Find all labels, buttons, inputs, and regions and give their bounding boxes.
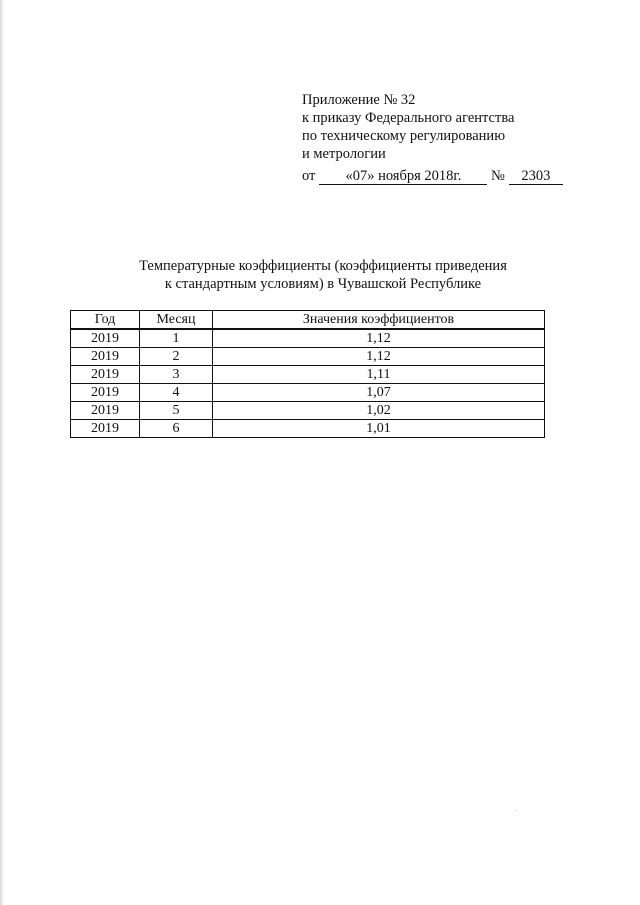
table-row (71, 420, 545, 438)
cell-value: 1,12 (213, 329, 545, 348)
scan-speck (516, 810, 517, 811)
cell-month: 1 (140, 329, 213, 348)
table-row (71, 329, 545, 348)
cell-year: 2019 (71, 384, 140, 402)
order-number-label: № (491, 168, 505, 184)
cell-value: 1,01 (213, 420, 545, 438)
order-reference-line: к приказу Федерального агентства (302, 110, 515, 126)
appendix-number: Приложение № 32 (302, 92, 416, 108)
cell-year: 2019 (71, 420, 140, 438)
table-row (71, 366, 545, 384)
column-header-year: Год (71, 311, 140, 330)
cell-month: 4 (140, 384, 213, 402)
table-row (71, 348, 545, 366)
cell-year: 2019 (71, 329, 140, 348)
order-reference-line: и метрологии (302, 146, 386, 162)
order-date: «07» ноября 2018г. (319, 168, 487, 185)
cell-year: 2019 (71, 402, 140, 420)
cell-value: 1,07 (213, 384, 545, 402)
order-number: 2303 (509, 168, 563, 185)
cell-value: 1,02 (213, 402, 545, 420)
column-header-value: Значения коэффициентов (213, 311, 545, 330)
cell-value: 1,11 (213, 366, 545, 384)
table-header-row (71, 311, 545, 330)
table-row (71, 402, 545, 420)
cell-month: 5 (140, 402, 213, 420)
cell-month: 6 (140, 420, 213, 438)
column-header-month: Месяц (140, 311, 213, 330)
cell-month: 3 (140, 366, 213, 384)
cell-value: 1,12 (213, 348, 545, 366)
scan-edge-shadow (0, 0, 4, 905)
order-date-number-line (302, 167, 562, 185)
document-title (100, 257, 546, 293)
coefficients-table (70, 310, 545, 438)
title-line: к стандартным условиям) в Чувашской Республике (164, 276, 482, 292)
order-reference-line: по техническому регулированию (302, 128, 506, 144)
appendix-header (302, 91, 562, 185)
cell-year: 2019 (71, 366, 140, 384)
table-row (71, 384, 545, 402)
cell-year: 2019 (71, 348, 140, 366)
title-line: Температурные коэффициенты (коэффициенты приведения (139, 258, 507, 274)
cell-month: 2 (140, 348, 213, 366)
order-from-label: от (302, 168, 316, 184)
